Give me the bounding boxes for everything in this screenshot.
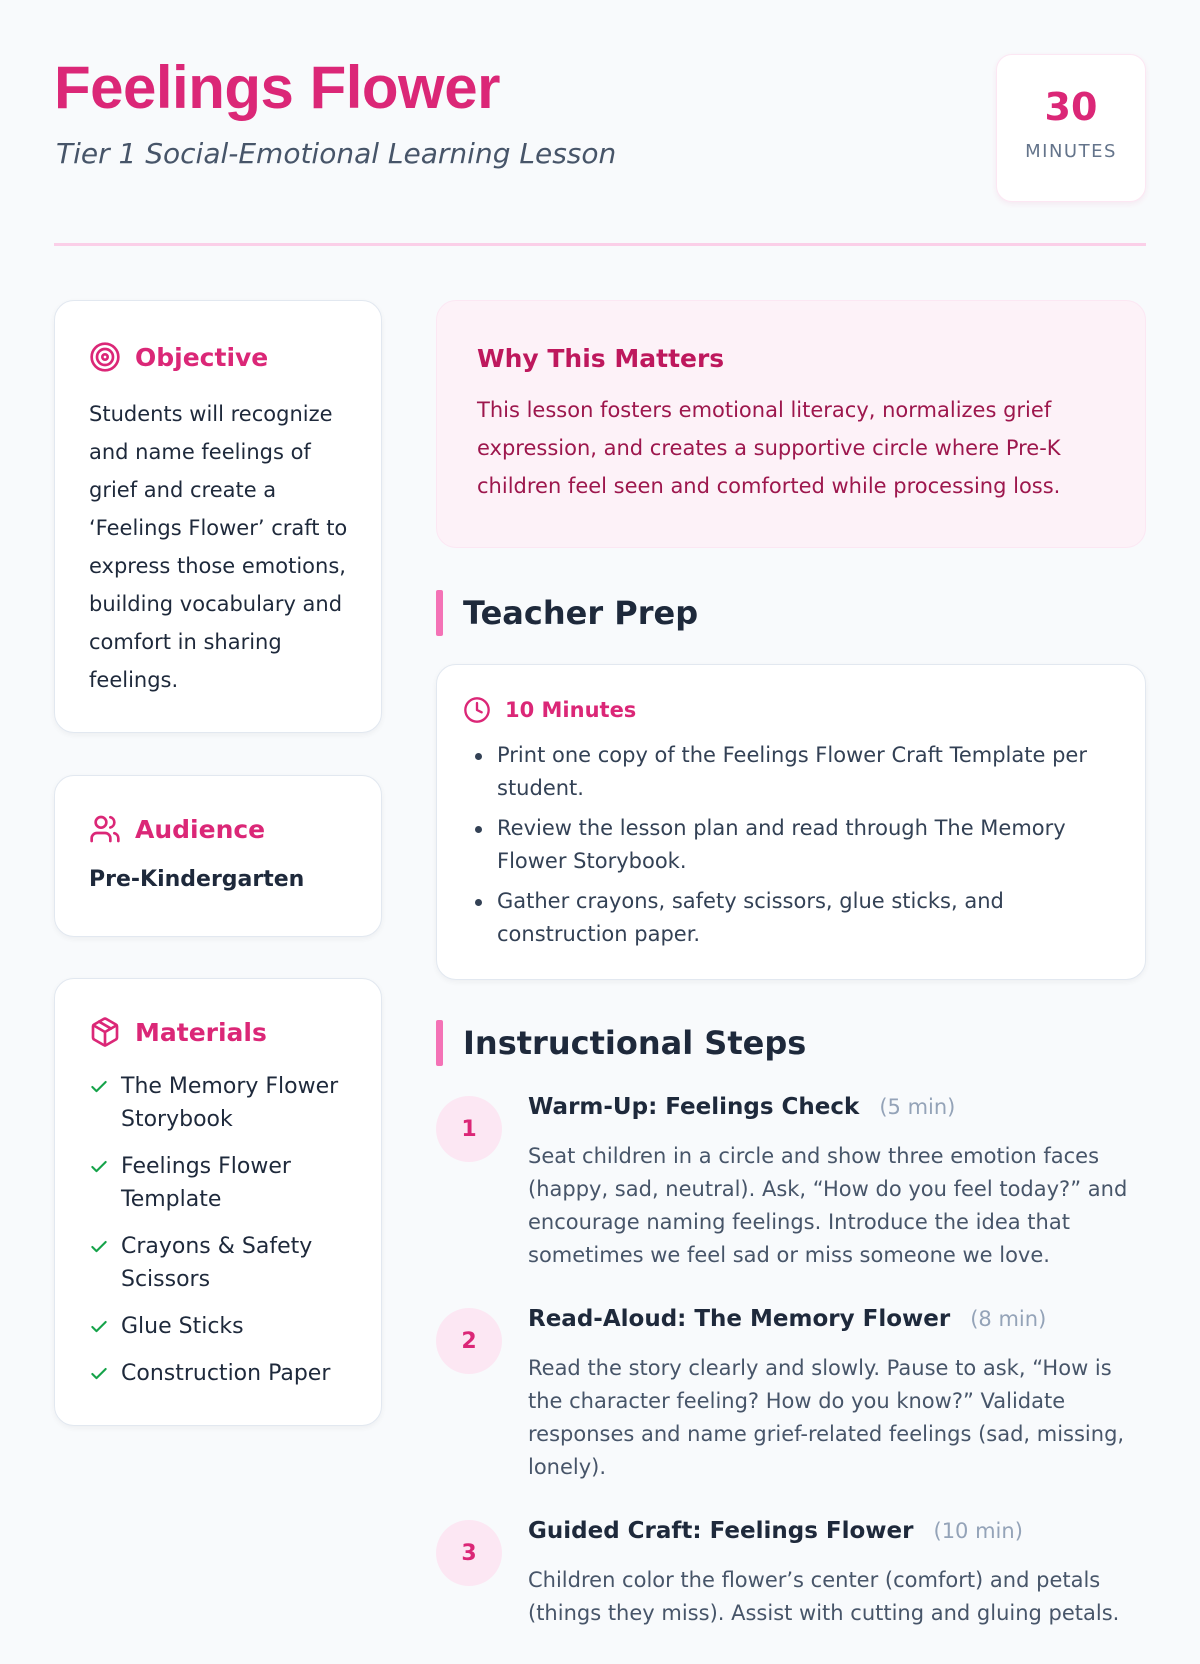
materials-header bbox=[89, 1016, 357, 1048]
prep-duration-row bbox=[463, 695, 1115, 725]
material-label: Glue Sticks bbox=[121, 1314, 244, 1339]
step-text: Children color the flower’s center (comfort) and petals (things they miss). Assist with cutting and gluing petals. bbox=[528, 1568, 1120, 1625]
teacher-prep-heading bbox=[436, 590, 698, 636]
step-text: Read the story clearly and slowly. Pause to ask, “How is the character feeling? How do you know?” Validate responses and name grief-related feelings (sad, missing, lonely). bbox=[528, 1356, 1125, 1479]
step-title: Guided Craft: Feelings Flower bbox=[528, 1518, 914, 1544]
materials-card bbox=[54, 978, 382, 1426]
target-icon bbox=[89, 341, 121, 373]
list-item: Review the lesson plan and read through The Memory Flower Storybook. bbox=[473, 812, 1115, 878]
why-text: This lesson fosters emotional literacy, normalizes grief expression, and creates a supportive circle where Pre-K children feel seen and comforted while processing loss. bbox=[477, 398, 1061, 498]
page-title: Feelings Flower bbox=[54, 54, 500, 121]
lesson-header bbox=[54, 52, 1146, 202]
steps-list bbox=[436, 1094, 1146, 1664]
step-item bbox=[436, 1518, 1146, 1630]
instructional-steps-title: Instructional Steps bbox=[463, 1024, 807, 1062]
step-title: Read-Aloud: The Memory Flower bbox=[528, 1306, 951, 1332]
step-number: 1 bbox=[436, 1096, 502, 1162]
duration-badge bbox=[996, 54, 1146, 202]
audience-title: Audience bbox=[135, 814, 266, 844]
list-item bbox=[89, 1070, 357, 1136]
step-header bbox=[528, 1306, 1146, 1340]
section-accent-bar bbox=[436, 1020, 443, 1066]
step-item bbox=[436, 1094, 1146, 1272]
step-time: (10 min) bbox=[933, 1519, 1023, 1543]
step-title: Warm-Up: Feelings Check bbox=[528, 1094, 860, 1120]
objective-text: Students will recognize and name feelings of grief and create a ‘Feelings Flower’ craft to express those emotions, building vocabulary and comfort in sharing feelings. bbox=[89, 402, 348, 692]
teacher-prep-card bbox=[436, 664, 1146, 980]
step-item bbox=[436, 1306, 1146, 1484]
duration-unit: MINUTES bbox=[1025, 141, 1117, 162]
audience-card bbox=[54, 775, 382, 937]
audience-text: Pre-Kindergarten bbox=[89, 867, 305, 892]
step-time: (8 min) bbox=[970, 1307, 1047, 1331]
lesson-page bbox=[54, 0, 1146, 1625]
why-title: Why This Matters bbox=[477, 344, 725, 373]
step-text: Seat children in a circle and show three emotion faces (happy, sad, neutral). Ask, “How do you feel today?” and encourage naming feelings. Introduce the idea that sometimes we feel sad or miss someone we love. bbox=[528, 1144, 1128, 1267]
objective-header bbox=[89, 341, 351, 373]
materials-title: Materials bbox=[135, 1017, 267, 1047]
package-icon bbox=[89, 1016, 121, 1048]
clock-icon bbox=[463, 696, 491, 724]
step-header bbox=[528, 1094, 1146, 1128]
page-subtitle: Tier 1 Social-Emotional Learning Lesson bbox=[56, 137, 617, 170]
step-time: (5 min) bbox=[879, 1095, 956, 1119]
list-item bbox=[89, 1150, 357, 1216]
list-item bbox=[89, 1310, 357, 1343]
list-item: Print one copy of the Feelings Flower Craft Template per student. bbox=[473, 739, 1115, 805]
why-card bbox=[436, 300, 1146, 548]
step-header bbox=[528, 1518, 1146, 1552]
list-item bbox=[89, 1357, 357, 1390]
teacher-prep-title: Teacher Prep bbox=[463, 594, 699, 632]
list-item: Gather crayons, safety scissors, glue sticks, and construction paper. bbox=[473, 885, 1115, 951]
material-label: Construction Paper bbox=[121, 1361, 331, 1386]
prep-duration: 10 Minutes bbox=[505, 698, 637, 722]
check-icon bbox=[89, 1317, 109, 1337]
step-number: 2 bbox=[436, 1308, 502, 1374]
material-label: Feelings Flower Template bbox=[121, 1154, 291, 1212]
material-label: Crayons & Safety Scissors bbox=[121, 1234, 313, 1292]
users-icon bbox=[89, 813, 121, 845]
objective-card bbox=[54, 300, 382, 733]
objective-title: Objective bbox=[135, 342, 269, 372]
check-icon bbox=[89, 1237, 109, 1257]
step-number: 3 bbox=[436, 1520, 502, 1586]
section-accent-bar bbox=[436, 590, 443, 636]
list-item bbox=[89, 1230, 357, 1296]
check-icon bbox=[89, 1077, 109, 1097]
materials-list bbox=[89, 1070, 357, 1390]
audience-header bbox=[89, 813, 351, 845]
header-divider bbox=[54, 243, 1146, 246]
material-label: The Memory Flower Storybook bbox=[121, 1074, 339, 1132]
check-icon bbox=[89, 1364, 109, 1384]
duration-number: 30 bbox=[1044, 85, 1098, 129]
check-icon bbox=[89, 1157, 109, 1177]
prep-list bbox=[463, 739, 1115, 951]
instructional-steps-heading bbox=[436, 1020, 806, 1066]
